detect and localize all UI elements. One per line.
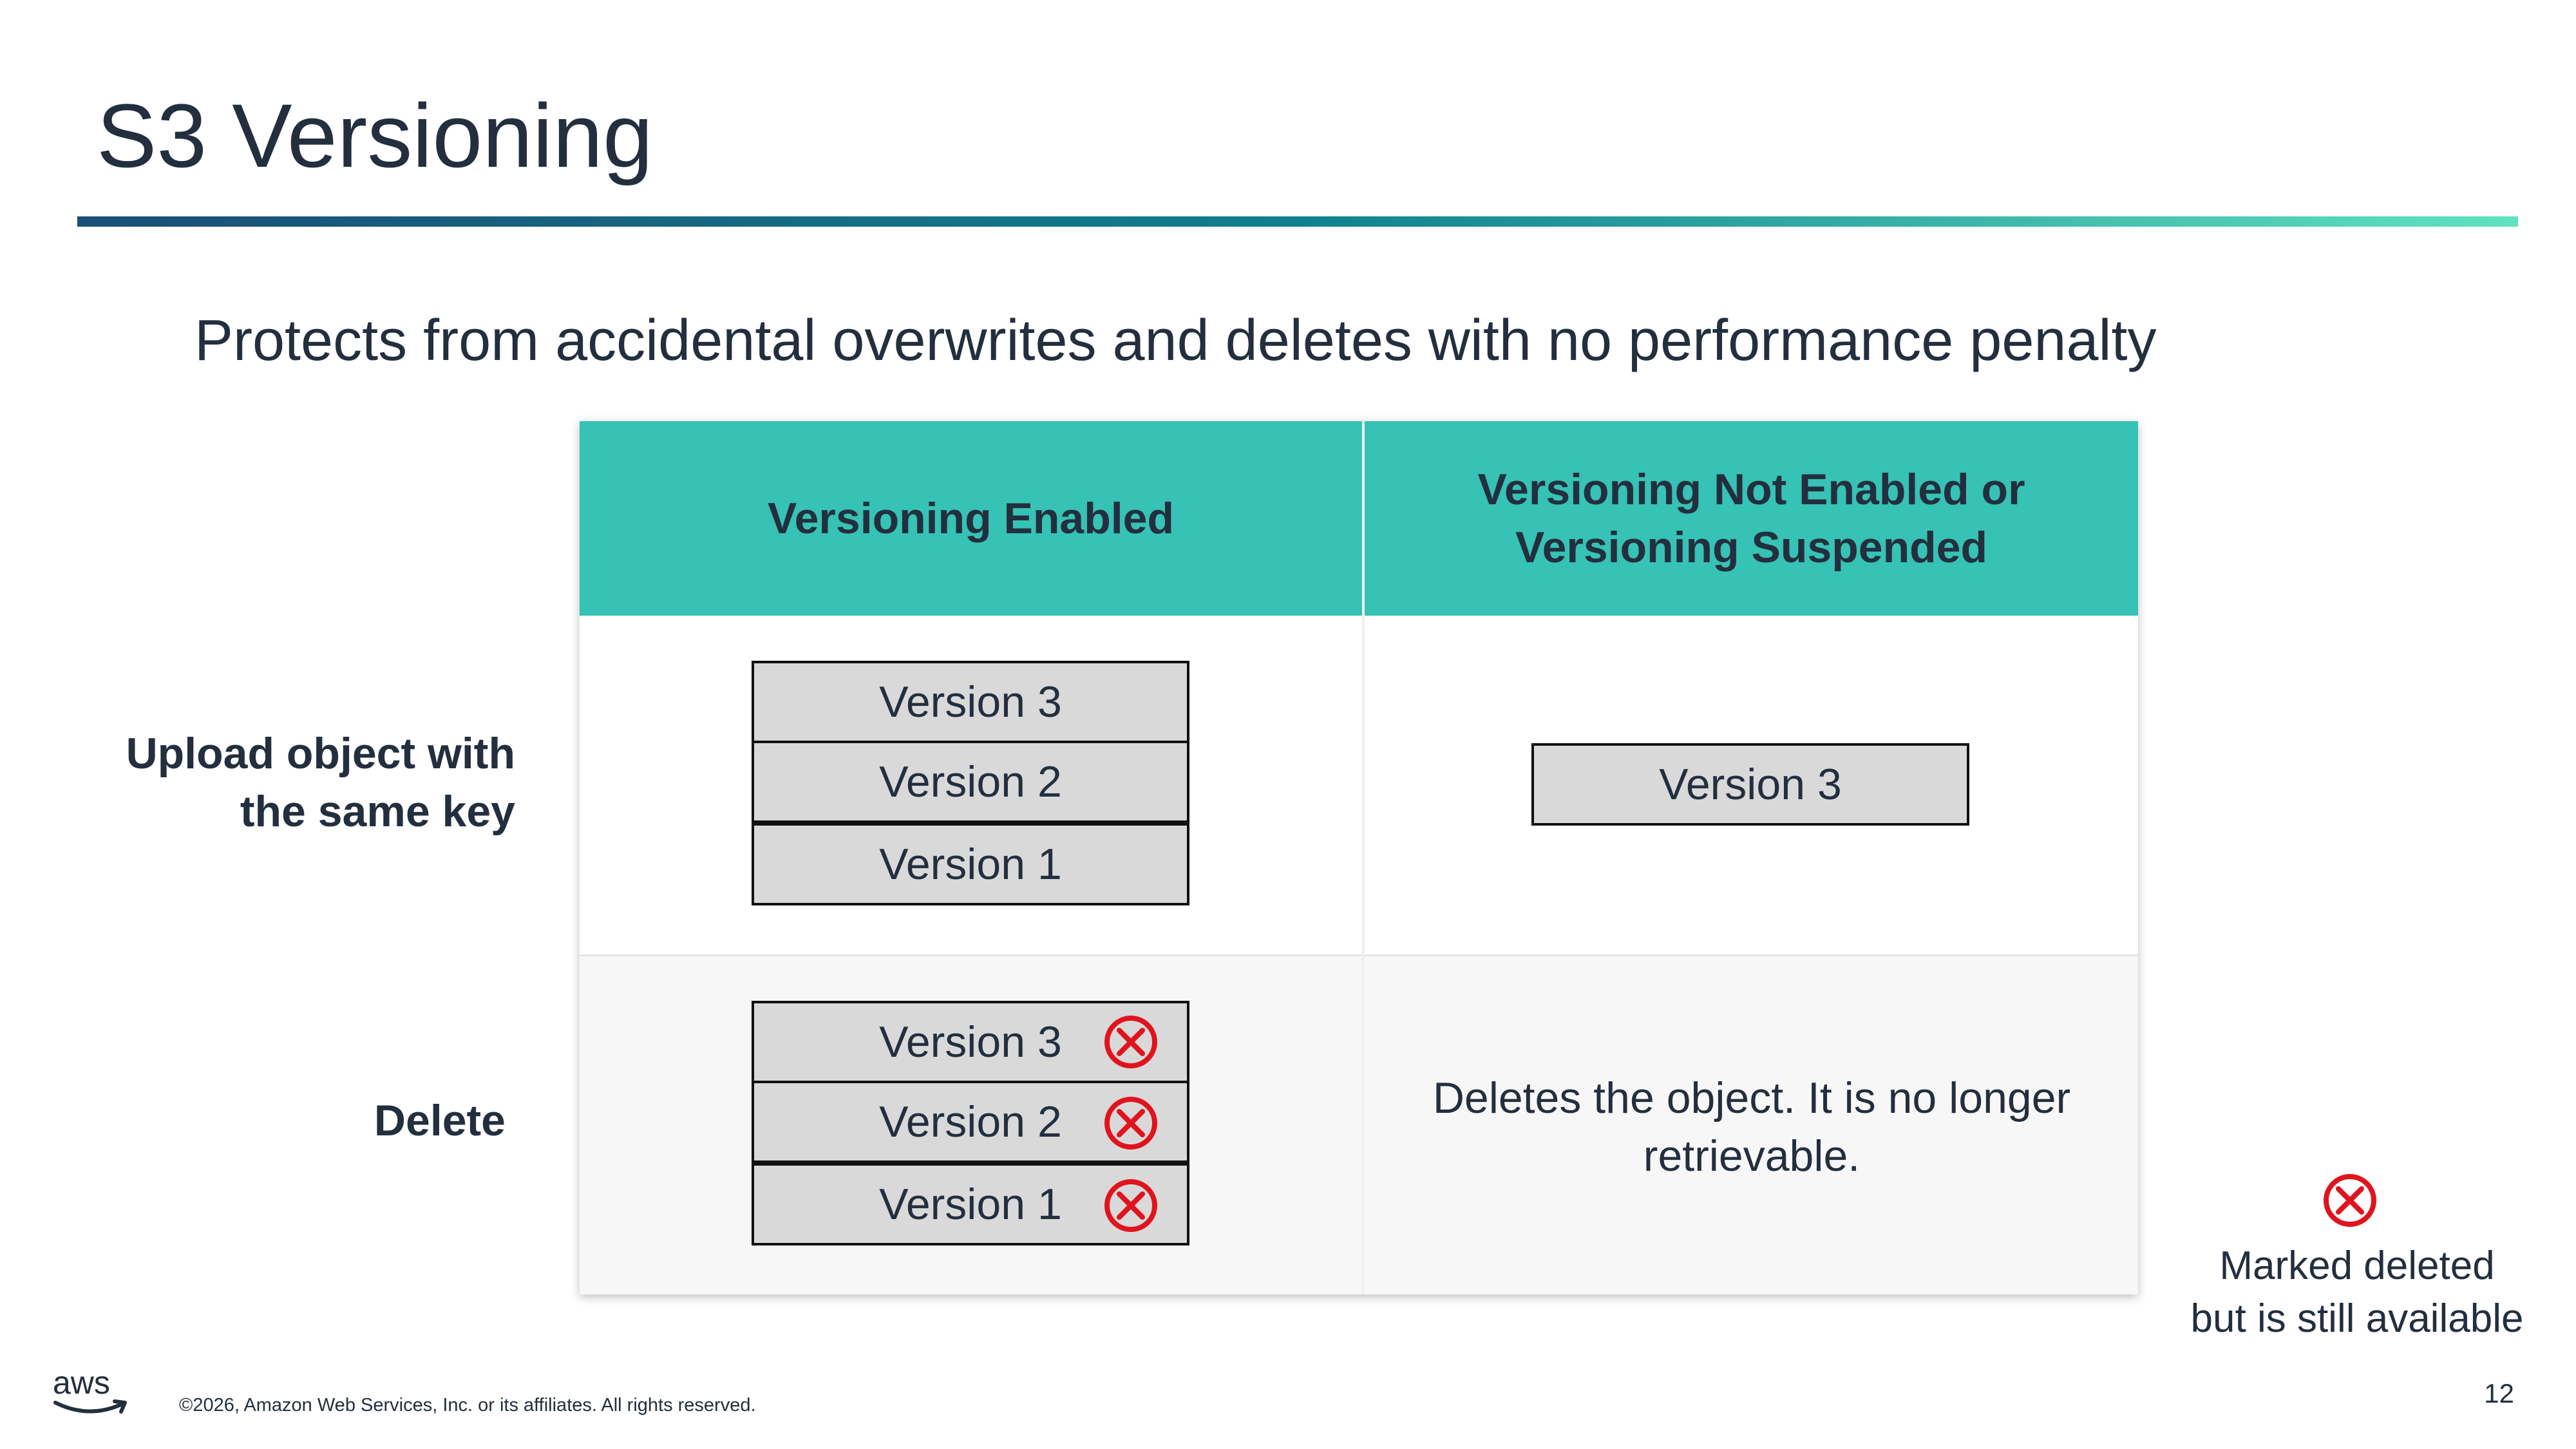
legend-line1: Marked deleted [2219,1244,2495,1288]
version-label: Version 2 [879,1097,1062,1146]
row-label-upload-line2: the same key [240,787,515,836]
header-versioning-not-enabled [1365,421,2138,616]
delete-disabled-line1: Deletes the object. It is no longer [1432,1074,2071,1122]
deleted-marker-icon [1103,1014,1159,1070]
legend-caption [2177,1240,2537,1345]
header-versioning-enabled [580,421,1362,616]
deleted-marker-legend-icon [2322,1172,2378,1229]
deleted-marker-icon [1103,1177,1159,1234]
copyright-notice: ©2026, Amazon Web Services, Inc. or its affiliates. All rights reserved. [179,1395,756,1416]
header-versioning-enabled-label: Versioning Enabled [767,494,1175,543]
aws-logo-text: aws [53,1365,110,1401]
version-label: Version 3 [1659,760,1842,809]
row-label-upload [97,724,515,840]
delete-disabled-description [1391,1069,2112,1185]
delete-disabled-line2: retrievable. [1643,1132,1861,1180]
upload-enabled-version-1 [752,823,1189,905]
header-versioning-not-enabled-line2: Versioning Suspended [1515,523,1987,572]
deleted-marker-icon [1103,1095,1159,1151]
upload-disabled-version-3 [1531,743,1969,826]
row-label-delete: Delete [374,1096,506,1145]
legend-line2: but is still available [2190,1296,2524,1341]
version-label: Version 1 [879,840,1062,889]
row-divider [580,954,2138,956]
row-label-upload-line1: Upload object with [126,729,515,778]
aws-logo [50,1364,134,1422]
title-underline [77,216,2518,227]
page-number: 12 [2484,1378,2514,1408]
header-versioning-not-enabled-line1: Versioning Not Enabled or [1477,465,2025,514]
version-label: Version 1 [879,1180,1062,1229]
version-label: Version 3 [879,677,1062,726]
upload-enabled-version-2 [752,741,1189,823]
slide-subtitle: Protects from accidental overwrites and deletes with no performance penalty [194,308,2157,373]
upload-enabled-version-3 [752,661,1189,743]
slide-title: S3 Versioning [97,85,653,186]
version-label: Version 2 [879,757,1062,806]
column-divider [1362,421,1365,1294]
version-label: Version 3 [879,1018,1062,1066]
